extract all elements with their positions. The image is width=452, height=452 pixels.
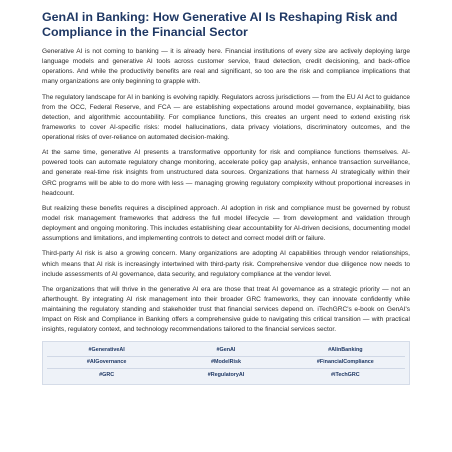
hashtag-row bbox=[47, 369, 405, 381]
paragraph-opportunity: At the same time, generative AI presents a transformative opportunity for risk and compliance functions themselves. AI-powered tools can automate regulatory change monitoring, accelerate policy gap analysis, enhance transaction surveillance, and generate real-time risk insights from unstructured data sources. Organizations that harness AI strategically within their GRC programs will be able to do more with less — managing growing regulatory complexity without proportional increases in headcount. bbox=[42, 149, 410, 197]
paragraph-third-party-risk: Third-party AI risk is also a growing concern. Many organizations are adopting AI capabilities through vendor relationships, which means that AI risk is increasingly intertwined with third-party risk. Comprehensive vendor due diligence now needs to include assessments of AI governance, data security, and regulatory compliance at the vendor level. bbox=[42, 250, 410, 278]
hashtag-row bbox=[47, 357, 405, 369]
hashtag-panel bbox=[42, 341, 410, 385]
hashtag-genai[interactable]: #GenAI bbox=[216, 347, 236, 354]
hashtag-financialcompliance[interactable]: #FinancialCompliance bbox=[316, 359, 374, 366]
hashtag-generativeai[interactable]: #GenerativeAI bbox=[88, 347, 125, 354]
paragraph-intro: Generative AI is not coming to banking — it is already here. Financial institutions of every size are actively deploying large language models and generative AI tools across customer service, fraud detection, credit decisioning, and back-office operations. And while the productivity benefits are real and significant, so too are the risk and compliance implications that many organizations are only beginning to grapple with. bbox=[42, 48, 410, 86]
hashtag-aiinbanking[interactable]: #AIinBanking bbox=[328, 347, 363, 354]
hashtag-regulatoryai[interactable]: #RegulatoryAI bbox=[207, 371, 245, 378]
hashtag-itechgrc[interactable]: #iTechGRC bbox=[330, 371, 360, 378]
paragraph-regulatory-landscape: The regulatory landscape for AI in banking is evolving rapidly. Regulators across jurisdictions — from the EU AI Act to guidance from the OCC, Federal Reserve, and FCA — are establishing expectations around model governance, explainability, bias detection, and algorithmic accountability. For compliance functions, this creates an urgent need to extend existing risk frameworks to cover AI-specific risks: model hallucinations, data privacy violations, discriminatory outcomes, and the operational risks of over-reliance on automated decision-making. bbox=[42, 93, 410, 141]
hashtag-modelrisk[interactable]: #ModelRisk bbox=[211, 359, 241, 366]
paragraph-conclusion: The organizations that will thrive in the generative AI era are those that treat AI governance as a strategic priority — not an afterthought. By integrating AI risk management into their broader GRC frameworks, they can innovate confidently while maintaining the regulatory standing and stakeholder trust that financial services depend on. iTechGRC's e-book on GenAI's Impact on Risk and Compliance in Banking offers a comprehensive guide to navigating this critical transition — with practical insights, regulatory context, and technology recommendations tailored to the financial services sector. bbox=[42, 285, 410, 334]
hashtag-aigovernance[interactable]: #AIGovernance bbox=[86, 359, 127, 366]
hashtag-row bbox=[47, 345, 405, 357]
hashtag-grc[interactable]: #GRC bbox=[99, 371, 115, 378]
paragraph-disciplined-approach: But realizing these benefits requires a disciplined approach. AI adoption in risk and compliance must be governed by robust model risk management frameworks that address the full model lifecycle — from development and validation through deployment and ongoing monitoring. This includes establishing clear accountability for AI-driven decisions, documenting model assumptions and limitations, and implementing controls to detect and correct model drift or failure. bbox=[42, 204, 410, 243]
article-title: GenAI in Banking: How Generative AI Is Reshaping Risk and Compliance in the Financial Sector bbox=[42, 10, 398, 39]
